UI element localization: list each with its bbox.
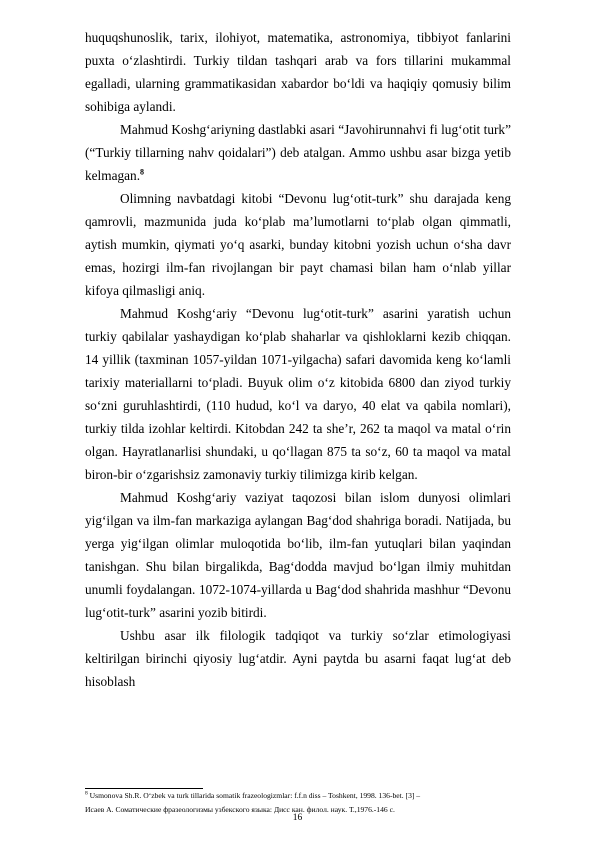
paragraph-5: Mahmud Koshg‘ariy vaziyat taqozosi bilan islom dunyosi olimlari yig‘ilgan va ilm-fan markaziga aylangan Bag‘dod shahriga boradi. Natijada, bu yerga yig‘ilgan olimlar muloqotida bo‘lib, ilm-fan yutuqlari bilan yaqindan tanishgan. Shu bilan birgalikda, Bag‘dodda mavjud bo‘lgan ilmiy muhitdan unumli foydalangan. 1072-1074-yillarda u Bag‘dod shahrida mashhur “Devonu lug‘otit-turk” asarini yozib bitirdi.: [85, 490, 511, 620]
body-text: [85, 26, 511, 693]
paragraph-4: Mahmud Koshg‘ariy “Devonu lug‘otit-turk” asarini yaratish uchun turkiy qabilalar yashaydigan ko‘plab shaharlar va qishloklarni kezib chiqqan. 14 yillik (taxminan 1057-yildan 1071-yilgacha) safari davomida keng ko‘lamli tarixiy materiallarni to‘pladi. Buyuk olim o‘z kitobida 6800 dan ziyod turkiy so‘zni guruhlashtirdi, (110 hudud, ko‘l va daryo, 40 elat va qabila nomlari), turkiy tilda izohlar keltirdi. Kitobdan 242 ta she’r, 262 ta maqol va matal o‘rin olgan. Hayratlanarlisi shundaki, u qo‘llagan 875 ta so‘z, 60 ta maqol va matal biron-bir o‘zgarishsiz zamonaviy turkiy tilimizga kirib kelgan.: [85, 306, 511, 482]
paragraph-1: huquqshunoslik, tarix, ilohiyot, matematika, astronomiya, tibbiyot fanlarini puxta o‘zlashtirdi. Turkiy tildan tashqari arab va fors tillarini mukammal egalladi, ularning grammatikasidan xabardor bo‘ldi va haqiqiy qomusiy bilim sohibiga aylandi.: [85, 30, 511, 114]
footnote-text-1: Usmonova Sh.R. O‘zbek va turk tillarida somatik frazeologizmlar: f.f.n diss – Toshkent, 1998. 136-bet. [3] –: [89, 791, 421, 800]
paragraph-3: Olimning navbatdagi kitobi “Devonu lug‘otit-turk” shu darajada keng qamrovli, mazmunida juda ko‘plab ma’lumotlarni to‘plab olgan qimmatli, aytish mumkin, qiymati yo‘q asarki, bunday kitobni yozish uchun o‘sha davr emas, hozirgi ilm-fan rivojlangan bir payt chamasi bilan ham o‘nlab yillar kifoya qilmasligi aniq.: [85, 191, 511, 298]
paragraph-2-text: Mahmud Koshg‘ariyning dastlabki asari “Javohirunnahvi fi lug‘otit turk” (“Turkiy tillarning nahv qoidalari”) deb atalgan. Ammo ushbu asar bizga yetib kelmagan.: [85, 122, 511, 183]
paragraph-6: Ushbu asar ilk filologik tadqiqot va turkiy so‘zlar etimologiyasi keltirilgan birinchi qiyosiy lug‘atdir. Ayni paytda bu asarni faqat lug‘at deb hisoblash: [85, 628, 511, 689]
footnote-line-1: [85, 789, 525, 803]
paragraph-2: [85, 118, 511, 187]
footnote-reference[interactable]: 8: [140, 167, 145, 177]
footnote-number: 8: [85, 790, 88, 797]
footnote-line-2: Исаев А. Соматические фразеологизмы узбекского языка: Дисс кан. филол. наук. Т.,1976.-146 с.: [85, 805, 395, 814]
page-number: 16: [292, 813, 303, 823]
